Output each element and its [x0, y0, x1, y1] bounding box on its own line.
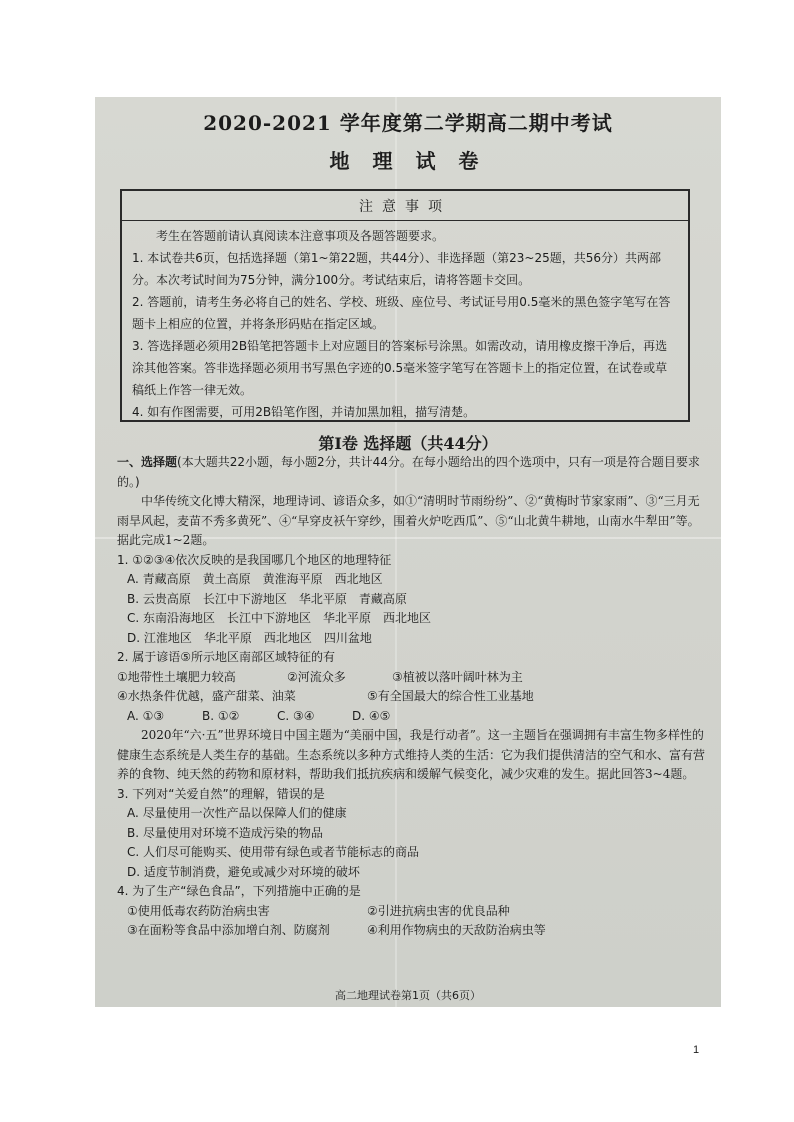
section-description: (本大题共22小题，每小题2分，共计44分。在每小题给出的四个选项中，只有一项是符合题目要求的。)	[117, 455, 700, 489]
notice-intro: 考生在答题前请认真阅读本注意事项及各题答题要求。	[156, 229, 445, 243]
exam-subject-title: 地 理 试 卷	[329, 149, 487, 173]
passage-2: 2020年“六·五”世界环境日中国主题为“美丽中国，我是行动者”。这一主题旨在强调拥有丰富生物多样性的健康生态系统是人类生存的基础。生态系统以多种方式维持人类的生活：它为我们提供清洁的空气和水、富有营养的食物、纯天然的药物和原材料，帮助我们抵抗疾病和缓解气候变化，减少灾难的发生。据此回答3~4题。	[117, 728, 706, 781]
page-number: 1	[693, 1044, 700, 1056]
notice-body	[122, 221, 688, 423]
question-1-option-c: C. 东南沿海地区 长江中下游地区 华北平原 西北地区	[127, 611, 432, 625]
question-2-option-d: D. ④⑤	[352, 708, 391, 723]
statement: ③在面粉等食品中添加增白剂、防腐剂	[127, 923, 330, 937]
question-2-options	[117, 707, 705, 727]
exam-paper-photo	[95, 97, 721, 1007]
question-3-option-a: A. 尽量使用一次性产品以保障人们的健康	[127, 806, 347, 820]
statement: ②引进抗病虫害的优良品种	[367, 903, 510, 918]
question-1-option-a: A. 青藏高原 黄土高原 黄淮海平原 西北地区	[127, 572, 383, 586]
notice-heading: 注意事项	[359, 199, 451, 215]
question-3-stem: 3. 下列对“关爱自然”的理解，错误的是	[117, 786, 325, 801]
question-1-option-b: B. 云贵高原 长江中下游地区 华北平原 青藏高原	[127, 591, 407, 606]
question-3-option-b: B. 尽量使用对环境不造成污染的物品	[127, 825, 323, 840]
section-header	[117, 453, 705, 492]
question-2-statements-line	[117, 687, 705, 707]
statement: ②河流众多	[287, 669, 346, 684]
question-3-option-c: C. 人们尽可能购买、使用带有绿色或者节能标志的商品	[127, 845, 420, 859]
exam-title: 2020-2021 学年度第二学期高二期中考试	[203, 111, 613, 135]
question-3-option-d: D. 适度节制消费，避免或减少对环境的破坏	[127, 864, 360, 879]
question-1-stem: 1. ①②③④依次反映的是我国哪几个地区的地理特征	[117, 552, 392, 567]
statement: ⑤有全国最大的综合性工业基地	[367, 689, 534, 703]
question-area	[117, 453, 705, 941]
statement: ③植被以落叶阔叶林为主	[392, 669, 523, 684]
statement: ④水热条件优越，盛产甜菜、油菜	[117, 689, 296, 703]
notice-item: 3. 答选择题必须用2B铅笔把答题卡上对应题目的答案标号涂黑。如需改动，请用橡皮擦干净后，再选涂其他答案。答非选择题必须用书写黑色字迹的0.5毫米签字笔写在答题卡上的指定位置，在试卷或草稿纸上作答一律无效。	[132, 339, 668, 397]
section-label: 一、选择题	[117, 455, 178, 469]
passage-1: 中华传统文化博大精深，地理诗词、谚语众多，如①“清明时节雨纷纷”、②“黄梅时节家家雨”、③“三月无雨旱风起，麦苗不秀多黄死”、④“早穿皮袄午穿纱，围着火炉吃西瓜”、⑤“山北黄牛耕地，山南水牛犁田”等。据此完成1~2题。	[117, 494, 700, 547]
question-2-option-c: C. ③④	[277, 708, 315, 723]
notice-box	[120, 189, 690, 422]
question-2-option-b: B. ①②	[202, 708, 240, 723]
notice-item: 1. 本试卷共6页，包括选择题（第1~第22题，共44分）、非选择题（第23~25题，共56分）共两部分。本次考试时间为75分钟，满分100分。考试结束后，请将答题卡交回。	[132, 251, 661, 287]
question-4-statements-line	[117, 921, 705, 941]
part-title: 第Ⅰ卷 选择题（共44分）	[318, 434, 498, 453]
page-footer: 高二地理试卷第1页（共6页）	[335, 989, 481, 1002]
statement: ④利用作物病虫的天敌防治病虫等	[367, 923, 546, 937]
question-4-stem: 4. 为了生产“绿色食品”，下列措施中正确的是	[117, 884, 361, 898]
notice-item: 2. 答题前，请考生务必将自己的姓名、学校、班级、座位号、考试证号用0.5毫米的黑色签字笔写在答题卡上相应的位置，并将条形码贴在指定区域。	[132, 295, 671, 331]
notice-item: 4. 如有作图需要，可用2B铅笔作图，并请加黑加粗，描写清楚。	[132, 405, 476, 419]
question-2-option-a: A. ①③	[127, 708, 165, 723]
statement: ①地带性土壤肥力较高	[117, 669, 236, 684]
question-2-stem: 2. 属于谚语⑤所示地区南部区域特征的有	[117, 650, 336, 664]
question-4-statements-line	[117, 902, 705, 922]
question-1-option-d: D. 江淮地区 华北平原 西北地区 四川盆地	[127, 630, 372, 645]
statement: ①使用低毒农药防治病虫害	[127, 903, 270, 918]
question-2-statements-line	[117, 668, 705, 688]
